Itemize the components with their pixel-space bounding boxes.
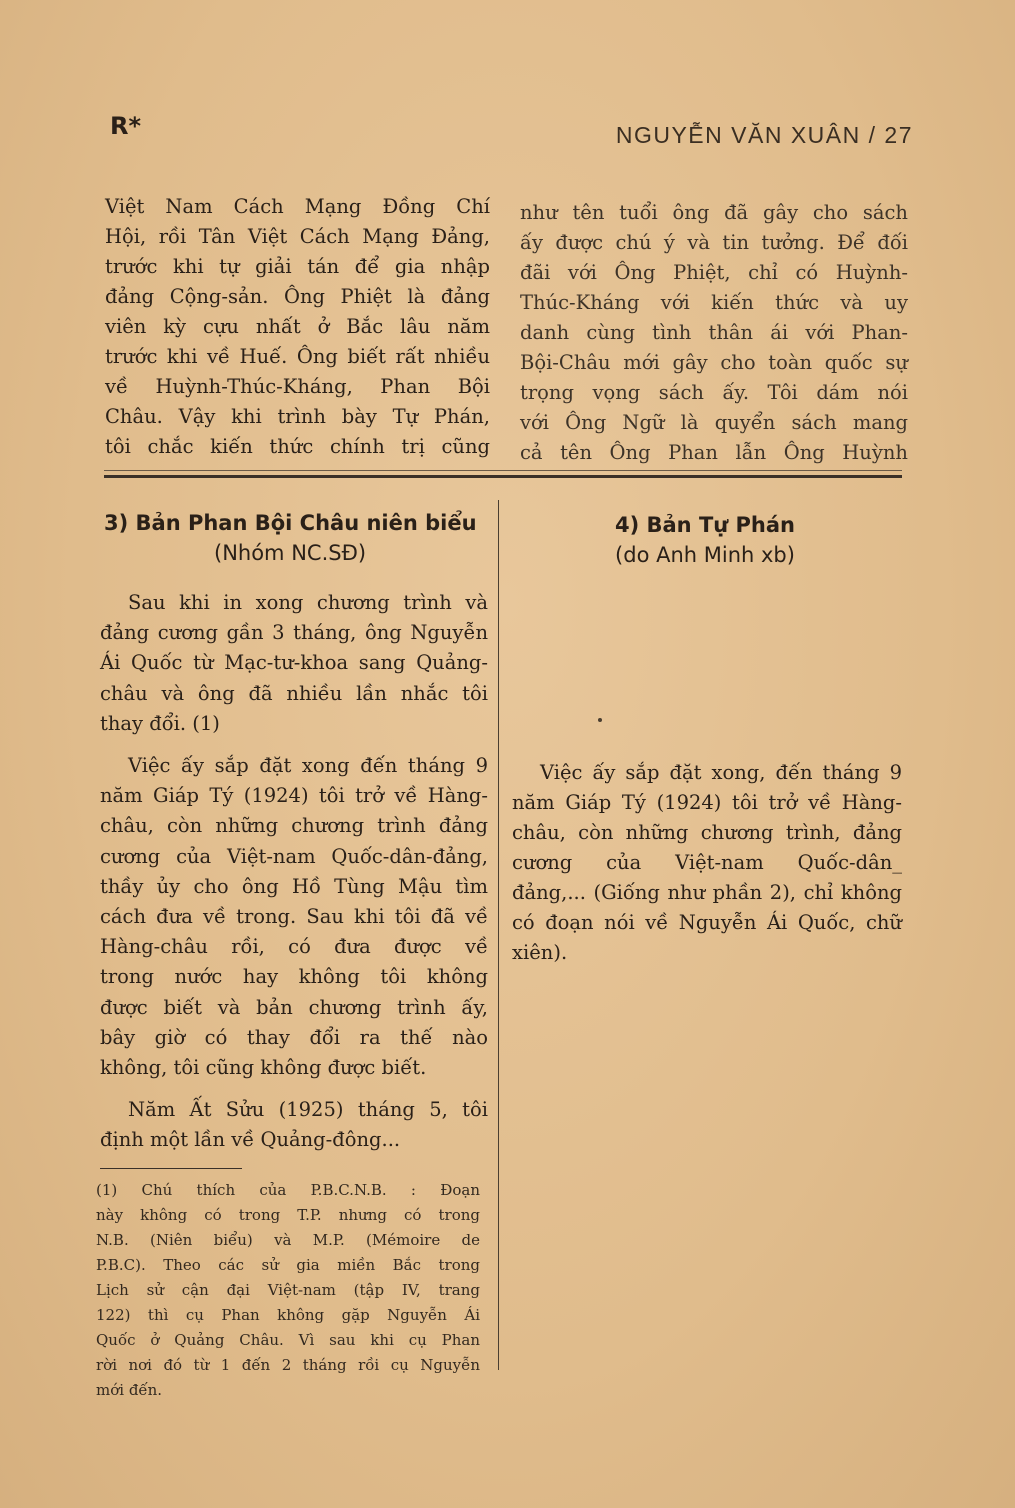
text-line: đảng Cộng-sản. Ông Phiệt là đảng xyxy=(105,285,490,308)
text-line: Thúc-Kháng với kiến thức và uy xyxy=(520,291,908,314)
top-left-column xyxy=(105,192,490,462)
text-line: cương của Việt-nam Quốc-dân_ xyxy=(512,851,902,874)
section-3-body xyxy=(100,588,488,1156)
text-line: châu và ông đã nhiều lần nhắc tôi xyxy=(100,681,488,705)
text-line: trước khi về Huế. Ông biết rất nhiều xyxy=(105,345,490,368)
text-line: không, tôi cũng không được biết. xyxy=(100,1056,427,1080)
text-line: định một lần về Quảng-đông... xyxy=(100,1128,401,1152)
text-line: Bội-Châu mới gây cho toàn quốc sự xyxy=(520,351,908,374)
text-line: đảng,... (Giống như phần 2), chỉ không xyxy=(512,881,902,904)
text-line: Sau khi in xong chương trình và xyxy=(128,591,488,614)
text-line: cả tên Ông Phan lẫn Ông Huỳnh xyxy=(520,441,908,464)
footnote-line: P.B.C). Theo các sử gia miền Bắc trong xyxy=(96,1256,480,1274)
text-line: về Huỳnh-Thúc-Kháng, Phan Bội xyxy=(105,375,490,398)
section-title: 3) Bản Phan Bội Châu niên biểu xyxy=(104,511,477,535)
text-line: cách đưa về trong. Sau khi tôi đã về xyxy=(100,905,488,929)
footnote-line: 122) thì cụ Phan không gặp Nguyễn Ái xyxy=(96,1306,480,1324)
footnote xyxy=(96,1178,480,1403)
text-line: châu, còn những chương trình, đảng xyxy=(512,821,902,844)
footnote-line: Quốc ở Quảng Châu. Vì sau khi cụ Phan xyxy=(96,1331,480,1349)
text-line: được biết và bản chương trình ấy, xyxy=(100,995,488,1019)
section-4-body xyxy=(512,758,902,968)
page-mark: R* xyxy=(110,112,142,140)
text-line: danh cùng tình thân ái với Phan- xyxy=(520,321,908,344)
text-line: ấy được chú ý và tin tưởng. Để đối xyxy=(520,231,908,254)
text-line: Năm Ất Sửu (1925) tháng 5, tôi xyxy=(128,1098,488,1122)
text-line: như tên tuổi ông đã gây cho sách xyxy=(520,201,908,224)
text-line: Châu. Vậy khi trình bày Tự Phán, xyxy=(105,405,490,428)
column-divider xyxy=(498,500,499,1370)
text-line: xiên). xyxy=(512,941,568,964)
text-line: cương của Việt-nam Quốc-dân-đảng, xyxy=(100,844,488,868)
divider-thick xyxy=(104,475,902,478)
text-line: trong nước hay không tôi không xyxy=(100,965,488,989)
text-line: châu, còn những chương trình đảng xyxy=(100,814,488,838)
text-line: thay đổi. (1) xyxy=(100,711,220,735)
footnote-line: mới đến. xyxy=(96,1381,163,1399)
text-line: trước khi tự giải tán để gia nhập xyxy=(105,255,490,278)
text-line: có đoạn nói về Nguyễn Ái Quốc, chữ xyxy=(512,911,902,934)
text-line: Hàng-châu rồi, có đưa được về xyxy=(100,935,488,959)
text-line: năm Giáp Tý (1924) tôi trở về Hàng- xyxy=(100,784,488,808)
text-line: viên kỳ cựu nhất ở Bắc lâu năm xyxy=(105,315,490,338)
text-line: đảng cương gần 3 tháng, ông Nguyễn xyxy=(100,621,488,645)
section-subtitle: (do Anh Minh xb) xyxy=(615,543,795,567)
text-line: trọng vọng sách ấy. Tôi dám nói xyxy=(520,381,908,404)
footnote-rule xyxy=(100,1168,242,1169)
section-title: 4) Bản Tự Phán xyxy=(614,513,795,537)
text-line: Việc ấy sắp đặt xong đến tháng 9 xyxy=(128,754,488,778)
footnote-line: N.B. (Niên biểu) và M.P. (Mémoire de xyxy=(96,1231,480,1249)
footnote-line: (1) Chú thích của P.B.C.N.B. : Đoạn xyxy=(96,1181,480,1199)
text-line: Việc ấy sắp đặt xong, đến tháng 9 xyxy=(540,761,902,784)
text-line: thầy ủy cho ông Hồ Tùng Mậu tìm xyxy=(100,874,488,898)
text-line: với Ông Ngữ là quyển sách mang xyxy=(520,411,908,434)
footnote-line: Lịch sử cận đại Việt-nam (tập IV, trang xyxy=(96,1281,480,1299)
section-3-heading xyxy=(104,508,492,568)
top-right-column xyxy=(520,198,908,468)
ink-speck xyxy=(598,718,602,722)
section-subtitle: (Nhóm NC.SĐ) xyxy=(214,541,367,565)
text-line: năm Giáp Tý (1924) tôi trở về Hàng- xyxy=(512,791,902,814)
divider-thin xyxy=(104,470,902,471)
footnote-line: rời nơi đó từ 1 đến 2 tháng rồi cụ Nguyễn xyxy=(96,1356,480,1374)
text-line: tôi chắc kiến thức chính trị cũng xyxy=(105,435,490,458)
running-header: NGUYỄN VĂN XUÂN / 27 xyxy=(615,122,913,148)
text-line: Ái Quốc từ Mạc-tư-khoa sang Quảng- xyxy=(100,651,488,675)
text-line: bây giờ có thay đổi ra thế nào xyxy=(100,1025,488,1049)
section-4-heading xyxy=(510,510,900,570)
text-line: đãi với Ông Phiệt, chỉ có Huỳnh- xyxy=(520,261,908,284)
text-line: Hội, rồi Tân Việt Cách Mạng Đảng, xyxy=(105,225,490,248)
footnote-line: này không có trong T.P. nhưng có trong xyxy=(96,1206,480,1224)
text-line: Việt Nam Cách Mạng Đồng Chí xyxy=(105,195,490,218)
